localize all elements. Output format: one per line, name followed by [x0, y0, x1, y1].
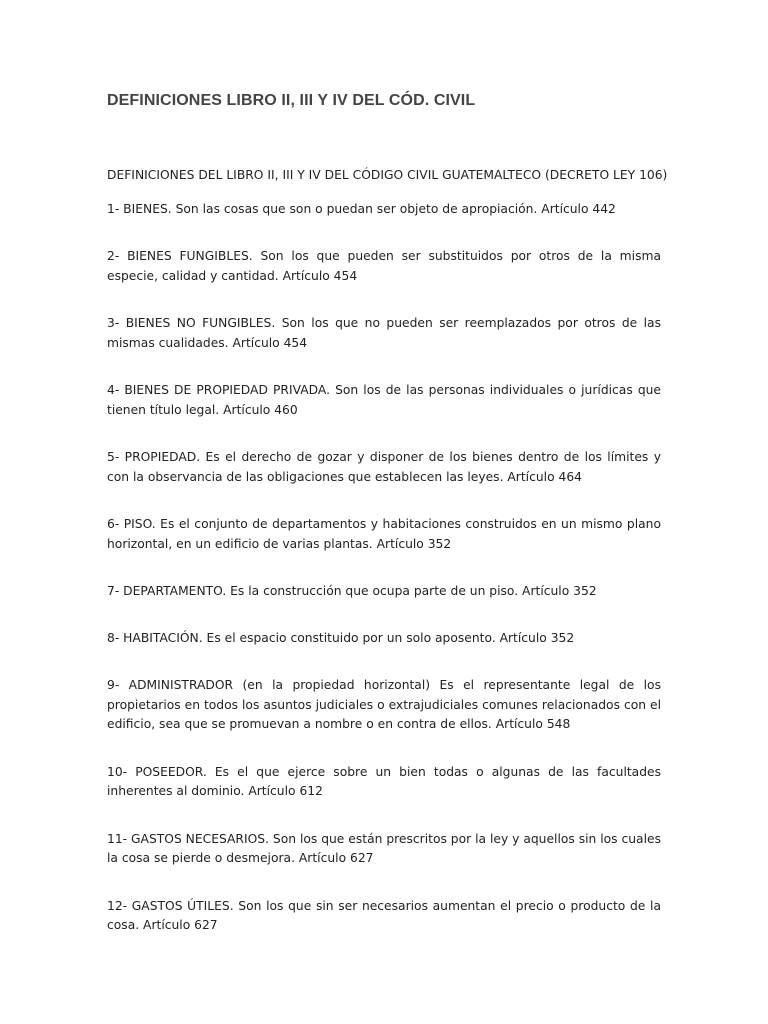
definition-item: 1- BIENES. Son las cosas que son o puedan ser objeto de apropiación. Artículo 442 [107, 202, 616, 216]
definition-item: 11- GASTOS NECESARIOS. Son los que están prescritos por la ley y aquellos sin los cuales la cosa se pierde o desmejora. Artículo 627 [107, 831, 661, 865]
definition-item: 6- PISO. Es el conjunto de departamentos y habitaciones construidos en un mismo plano horizontal, en un edificio de varias plantas. Artículo 352 [107, 517, 661, 551]
document-subtitle: DEFINICIONES DEL LIBRO II, III Y IV DEL CÓDIGO CIVIL GUATEMALTECO (DECRETO LEY 106) [107, 168, 668, 182]
definition-item: 9- ADMINISTRADOR (en la propiedad horizontal) Es el representante legal de los propietarios en todos los asuntos judiciales o extrajudiciales comunes relacionados con el edificio, sea que se promuevan a nombre o en contra de ellos. Artículo 548 [107, 678, 661, 731]
definition-item: 7- DEPARTAMENTO. Es la construcción que ocupa parte de un piso. Artículo 352 [107, 584, 597, 598]
definition-item: 2- BIENES FUNGIBLES. Son los que pueden ser substituidos por otros de la misma especie, calidad y cantidad. Artículo 454 [107, 249, 661, 283]
document-title: DEFINICIONES LIBRO II, III Y IV DEL CÓD. CIVIL [107, 92, 476, 109]
definition-item: 3- BIENES NO FUNGIBLES. Son los que no pueden ser reemplazados por otros de las mismas cualidades. Artículo 454 [107, 316, 661, 350]
definition-item: 12- GASTOS ÚTILES. Son los que sin ser necesarios aumentan el precio o producto de la cosa. Artículo 627 [107, 898, 661, 932]
definition-item: 10- POSEEDOR. Es el que ejerce sobre un bien todas o algunas de las facultades inherentes al dominio. Artículo 612 [107, 764, 661, 798]
definitions-list [107, 200, 661, 964]
definition-item: 4- BIENES DE PROPIEDAD PRIVADA. Son los de las personas individuales o jurídicas que tienen título legal. Artículo 460 [107, 383, 661, 417]
definition-item: 5- PROPIEDAD. Es el derecho de gozar y disponer de los bienes dentro de los límites y con la observancia de las obligaciones que establecen las leyes. Artículo 464 [107, 450, 661, 484]
definition-item: 8- HABITACIÓN. Es el espacio constituido por un solo aposento. Artículo 352 [107, 631, 575, 645]
